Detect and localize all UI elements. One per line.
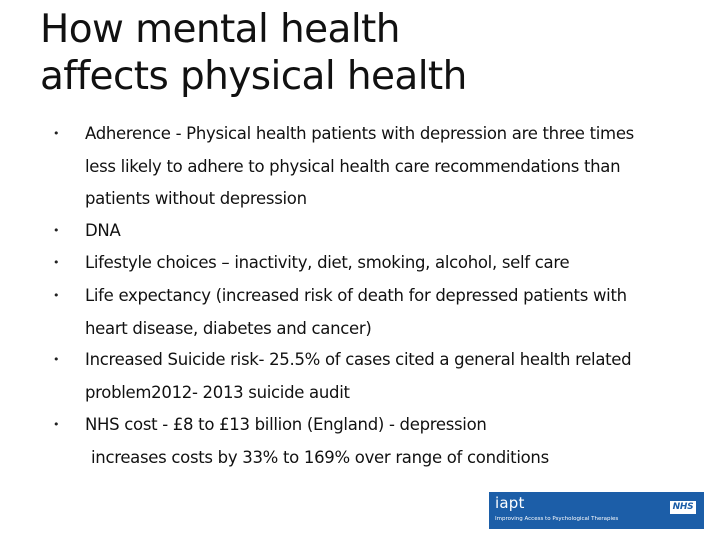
bullet-line: patients without depression xyxy=(85,189,307,208)
bullet-line: heart disease, diabetes and cancer) xyxy=(85,318,372,338)
nhs-badge: NHS xyxy=(670,501,696,514)
bullet-line: Lifestyle choices – inactivity, diet, smoking, alcohol, self care xyxy=(85,253,570,272)
title-line: affects physical health xyxy=(40,54,467,99)
bullet-icon: • xyxy=(53,224,60,237)
bullet-icon: • xyxy=(53,353,60,366)
bullet-text xyxy=(85,247,695,280)
bullet-text xyxy=(85,215,695,248)
bullet-text xyxy=(85,409,695,474)
bullet-line: DNA xyxy=(85,221,121,240)
iapt-nhs-logo xyxy=(489,492,704,529)
bullet-text xyxy=(85,280,695,345)
bullet-text xyxy=(85,344,695,409)
bullet-line: NHS cost - £8 to £13 billion (England) - depression xyxy=(85,415,487,434)
bullet-icon: • xyxy=(53,289,60,302)
title-line: How mental health xyxy=(40,7,400,52)
bullet-icon: • xyxy=(53,256,60,269)
bullet-line: increases costs by 33% to 169% over range of conditions xyxy=(91,447,549,467)
bullet-icon: • xyxy=(53,418,60,431)
bullet-line: less likely to adhere to physical health care recommendations than xyxy=(85,156,621,176)
bullet-line: Adherence - Physical health patients with depression are three times xyxy=(85,124,634,143)
bullet-line: Increased Suicide risk- 25.5% of cases cited a general health related xyxy=(85,350,632,369)
bullet-icon: • xyxy=(53,127,60,140)
bullet-line: Life expectancy (increased risk of death for depressed patients with xyxy=(85,286,627,305)
iapt-tagline: Improving Access to Psychological Therapies xyxy=(495,516,619,522)
bullet-line: problem2012- 2013 suicide audit xyxy=(85,382,350,402)
bullet-text xyxy=(85,118,695,216)
iapt-logo-text: iapt xyxy=(495,494,525,512)
